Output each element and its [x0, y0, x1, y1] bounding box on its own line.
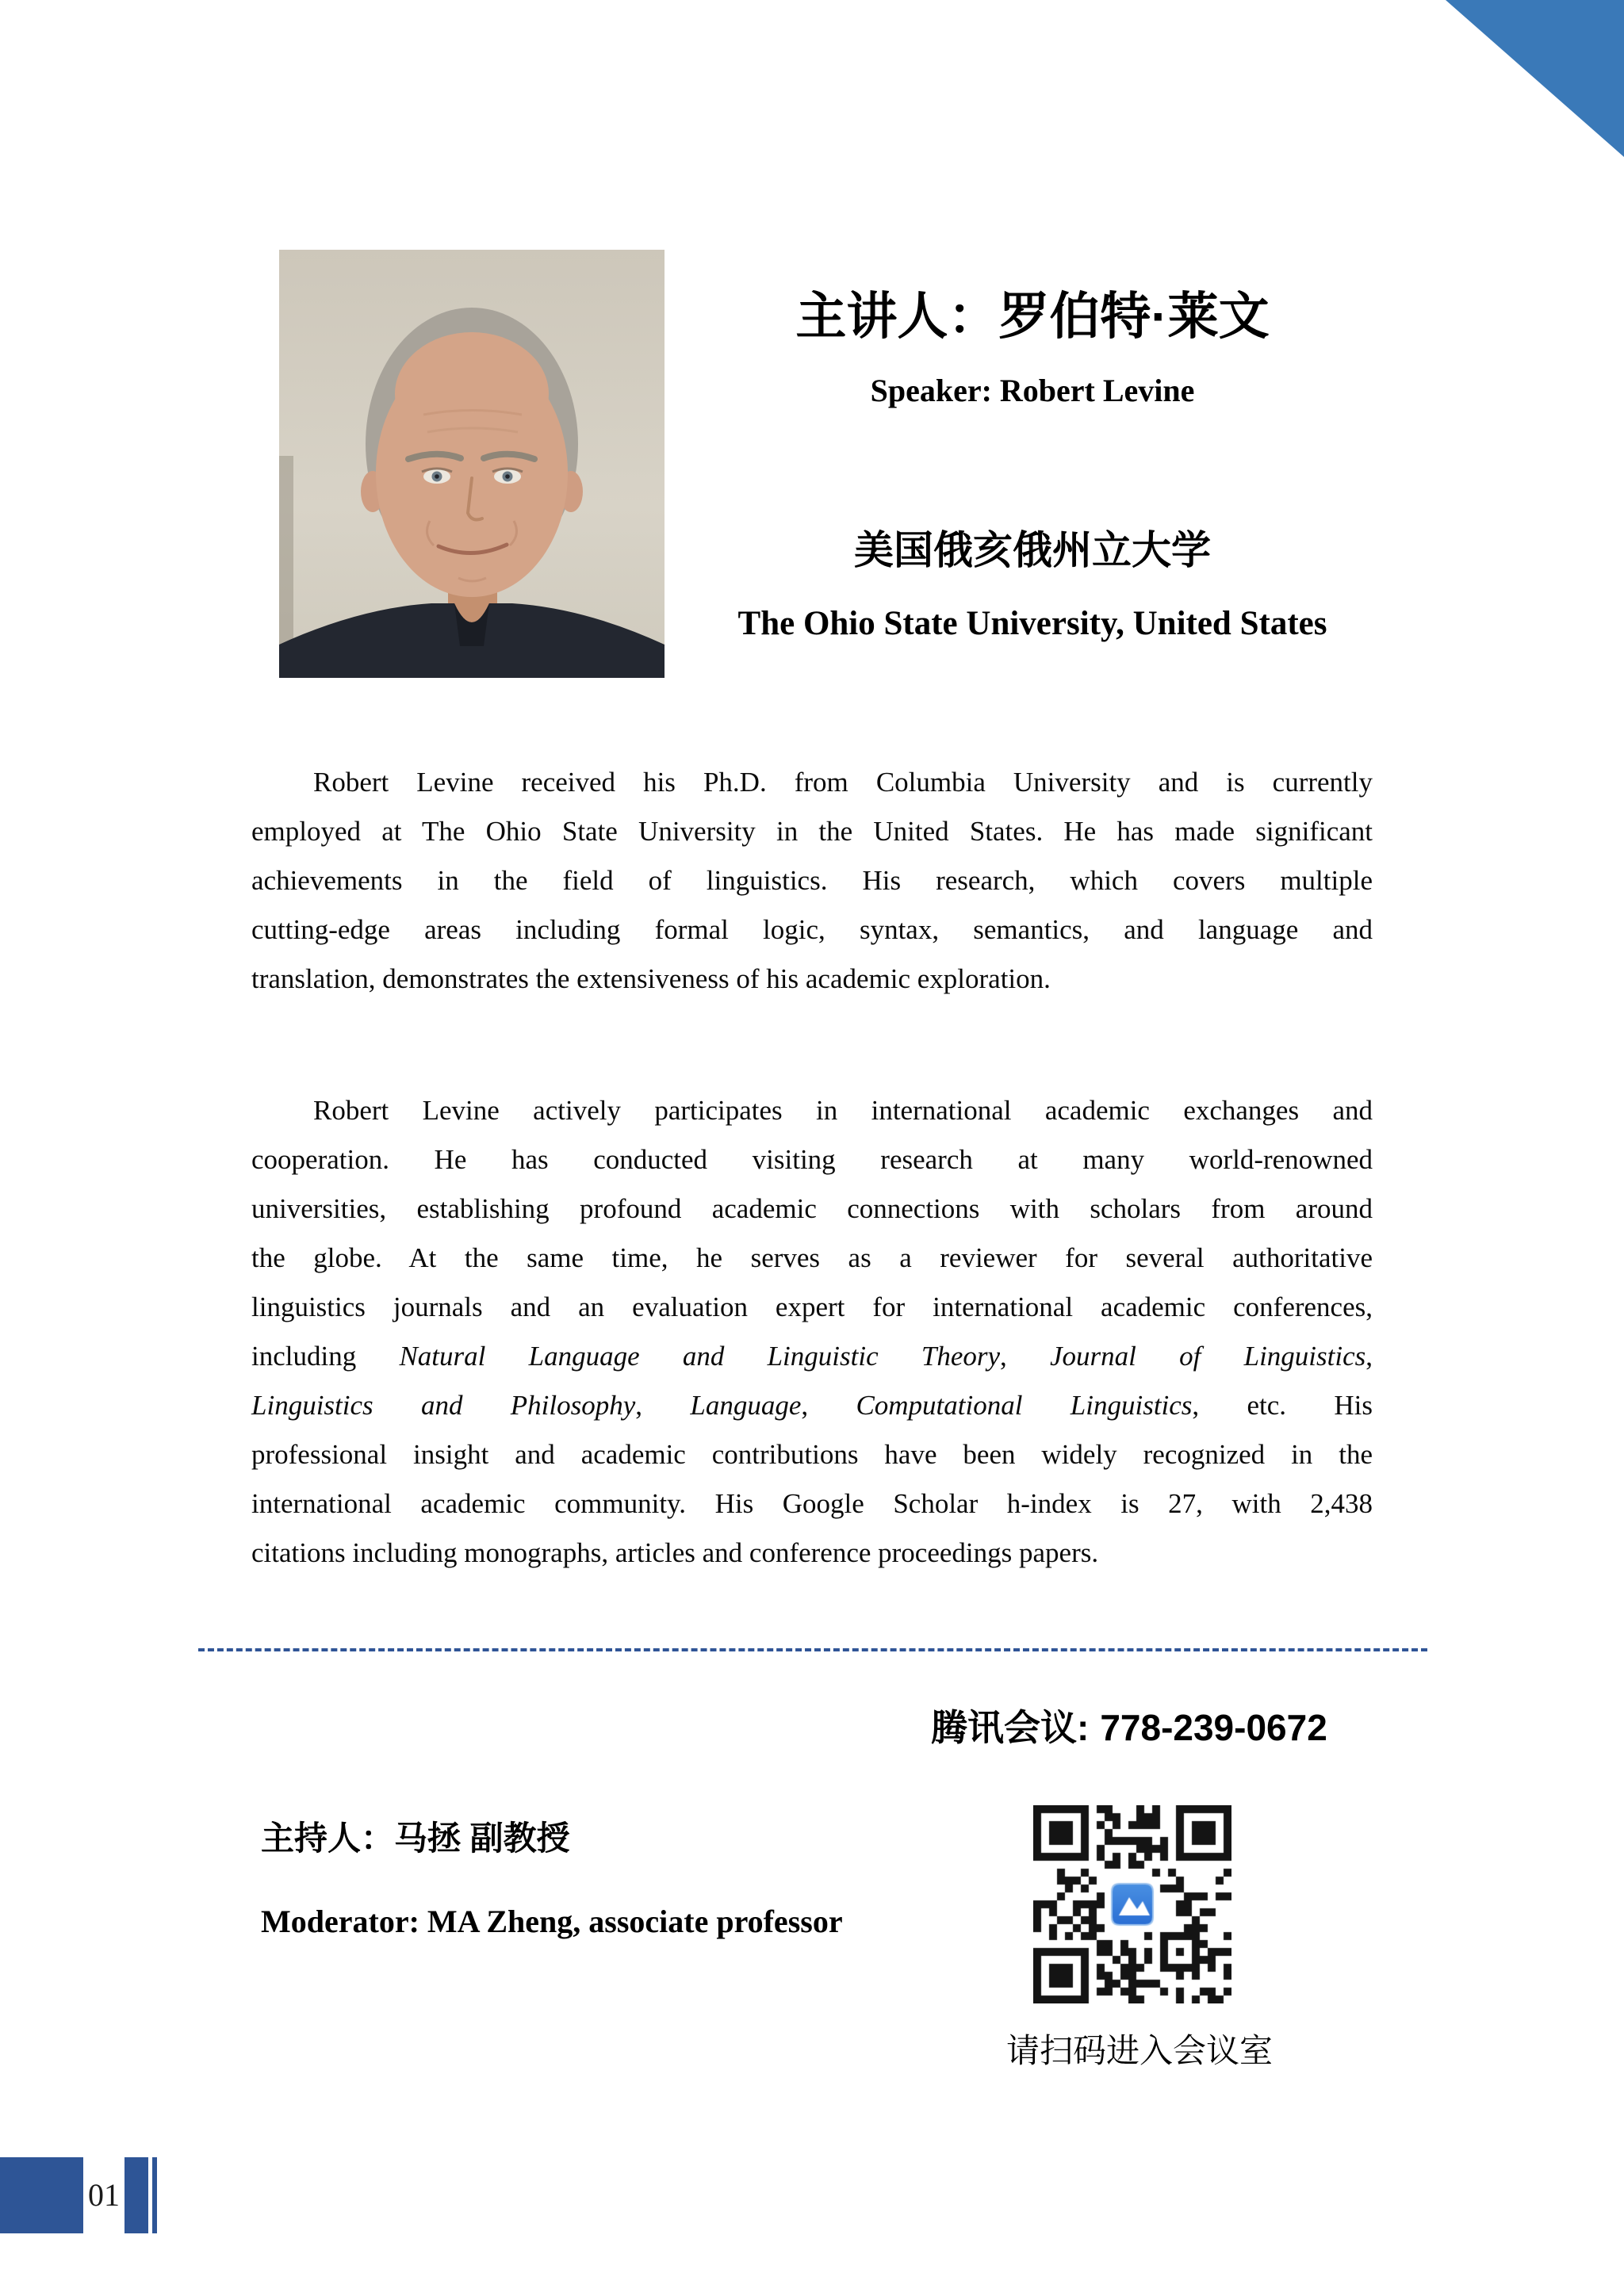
meeting-id: 778-239-0672: [1100, 1707, 1327, 1748]
bio-line: universities, establishing profound academic connections with scholars from around: [251, 1193, 1373, 1224]
speaker-title-en: Speaker: Robert Levine: [870, 373, 1195, 408]
bio-line: cooperation. He has conducted visiting research at many world-renowned: [251, 1144, 1373, 1175]
qr-scan-hint: 请扫码进入会议室: [1005, 2034, 1273, 2070]
bio-line: translation, demonstrates the extensiveness of his academic exploration.: [251, 963, 1051, 994]
bio-line: Robert Levine received his Ph.D. from Columbia University and is currently: [313, 767, 1373, 798]
bio-line: employed at The Ohio State University in the United States. He has made significant: [251, 816, 1373, 847]
footer-left-block: [0, 2157, 83, 2233]
qr-code: [1033, 1805, 1231, 2003]
bio-line: Robert Levine actively participates in international academic exchanges and: [313, 1095, 1373, 1126]
biography-section: [251, 758, 1373, 1578]
bio-line: citations including monographs, articles and conference proceedings papers.: [251, 1537, 1099, 1568]
speaker-title-zh: 主讲人：罗伯特·莱文: [795, 288, 1270, 345]
page-number: 01: [88, 2177, 120, 2213]
moderator-en: Moderator: MA Zheng, associate professor: [261, 1904, 843, 1939]
footer-thin-bar: [152, 2157, 157, 2233]
speaker-portrait-illustration: [279, 250, 665, 678]
moderator-zh: 主持人：马拯 副教授: [261, 1820, 570, 1857]
corner-triangle-decoration: [1446, 0, 1624, 157]
bio-line: international academic community. His Google Scholar h-index is 27, with 2,438: [251, 1488, 1373, 1519]
speaker-photo: [279, 250, 665, 678]
meeting-info-line: [931, 1705, 1327, 1751]
meeting-label: 腾讯会议:: [931, 1707, 1090, 1748]
bio-line: cutting-edge areas including formal logic, syntax, semantics, and language and: [251, 914, 1373, 945]
bio-paragraph-2: [251, 1086, 1373, 1578]
bio-line: including Natural Language and Linguistic Theory, Journal of Linguistics,: [251, 1341, 1373, 1372]
bio-line: Linguistics and Philosophy, Language, Computational Linguistics, etc. His: [251, 1390, 1373, 1421]
bio-line: professional insight and academic contributions have been widely recognized in the: [251, 1439, 1373, 1470]
bio-line: achievements in the field of linguistics. His research, which covers multiple: [251, 865, 1373, 896]
bio-line: linguistics journals and an evaluation expert for international academic conferences,: [251, 1292, 1373, 1322]
affiliation-zh: 美国俄亥俄州立大学: [854, 528, 1211, 572]
bio-line: the globe. At the same time, he serves as a reviewer for several authoritative: [251, 1242, 1373, 1273]
dashed-divider: [198, 1648, 1427, 1651]
bio-paragraph-1: [251, 758, 1373, 1004]
footer-bar: [124, 2157, 148, 2233]
affiliation-en: The Ohio State University, United States: [737, 605, 1327, 642]
